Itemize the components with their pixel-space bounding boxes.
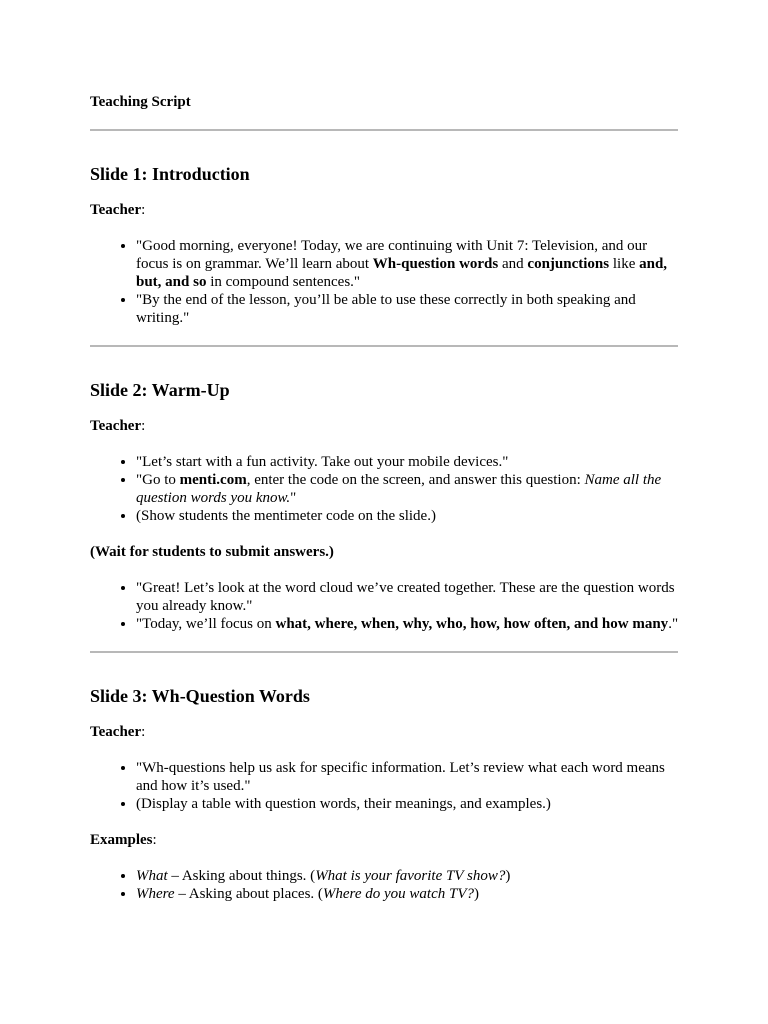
slide-3-speaker: Teacher: [90, 724, 146, 740]
question-word: Where [136, 886, 175, 902]
slide-3-bullets [90, 759, 680, 813]
slide-2-bullets [90, 453, 680, 525]
text-run: " [290, 490, 297, 506]
list-item [136, 615, 680, 633]
example-question: Where do you watch TV? [322, 886, 474, 902]
text-run: "Go to [136, 472, 180, 488]
text-run: , enter the code on the screen, and answer this question: [246, 472, 585, 488]
text-run: in compound sentences." [206, 274, 361, 290]
text-run: – Asking about places. ( [174, 886, 323, 902]
list-item: • "By the end of the lesson, you’ll be able to use these correctly in both speaking and writing." [136, 291, 680, 327]
bold-term: conjunctions [527, 256, 610, 272]
question-word: What [136, 868, 168, 884]
list-item: • (Display a table with question words, their meanings, and examples.) [136, 795, 680, 813]
bold-term: menti.com [179, 472, 247, 488]
document-title: Teaching Script [90, 94, 191, 110]
text-run: and [498, 256, 528, 272]
examples-heading: Examples: [90, 832, 157, 848]
examples-label: Examples [90, 832, 153, 848]
list-item [136, 237, 680, 291]
list-item: • "Great! Let’s look at the word cloud we’ve created together. These are the question words you already know." [136, 579, 680, 615]
bold-term: and, but, and so [136, 256, 668, 290]
text-run: "Good morning, everyone! Today, we are continuing with Unit 7: Television, and our focus is on grammar. We’ll learn about [136, 238, 648, 272]
slide-3-title: Slide 3: Wh-Question Words [90, 686, 310, 706]
text-run: ) [505, 868, 511, 884]
list-item [136, 471, 680, 507]
slide-2-title: Slide 2: Warm-Up [90, 380, 230, 400]
italic-question: Name all the question words you know. [136, 472, 662, 506]
document-page [90, 93, 680, 903]
bold-term: what, where, when, why, who, how, how often, and how many [275, 616, 669, 632]
wait-note: (Wait for students to submit answers.) [90, 544, 334, 560]
bold-term: Wh-question words [372, 256, 499, 272]
list-item [136, 867, 680, 885]
slide-1-title: Slide 1: Introduction [90, 164, 250, 184]
text-run: "Today, we’ll focus on [136, 616, 276, 632]
example-question: What is your favorite TV show? [315, 868, 506, 884]
slide-2-bullets-after [90, 579, 680, 633]
text-run: – Asking about things. ( [167, 868, 316, 884]
text-run: ." [668, 616, 679, 632]
slide-1-bullets [90, 237, 680, 327]
list-item: • "Wh-questions help us ask for specific information. Let’s review what each word means and how it’s used." [136, 759, 680, 795]
slide-1-speaker: Teacher: [90, 202, 146, 218]
text-run: ) [474, 886, 479, 902]
speaker-label: Teacher [90, 202, 142, 218]
examples-list [90, 867, 680, 903]
list-item: • "Let’s start with a fun activity. Take out your mobile devices." [136, 453, 680, 471]
speaker-label: Teacher [90, 418, 142, 434]
list-item: • (Show students the mentimeter code on the slide.) [136, 507, 680, 525]
speaker-label: Teacher [90, 724, 142, 740]
slide-2-speaker: Teacher: [90, 418, 146, 434]
text-run: like [609, 256, 640, 272]
list-item [136, 885, 680, 903]
